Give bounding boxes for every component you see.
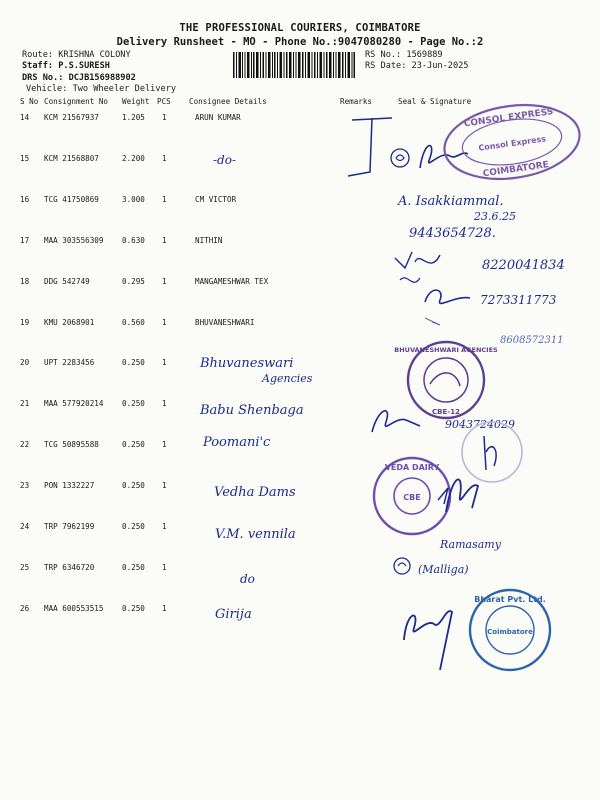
faint-stamp bbox=[462, 422, 522, 482]
row-cell-weight: 2.200 bbox=[122, 154, 145, 163]
row-cell-weight: 3.000 bbox=[122, 195, 145, 204]
row-cell-consignment: MAA 577920214 bbox=[44, 399, 104, 408]
col-pcs: PCS bbox=[157, 97, 171, 106]
company-title: THE PROFESSIONAL COURIERS, COIMBATORE bbox=[179, 22, 421, 34]
stamp-text: COIMBATORE bbox=[482, 160, 550, 180]
row-cell-consignee: NITHIN bbox=[195, 236, 223, 245]
bhuvaneshwari-stamp bbox=[394, 342, 498, 418]
stamp-text: Consol Express bbox=[477, 134, 547, 153]
handwritten-phone: 9043724029 bbox=[445, 418, 515, 431]
signature-row21 bbox=[372, 411, 420, 432]
handwritten-consignee: Vedha Dams bbox=[214, 485, 296, 500]
row-cell-pcs: 1 bbox=[162, 358, 167, 367]
row-cell-sno: 18 bbox=[20, 277, 30, 286]
pen-bracket-mark bbox=[348, 118, 392, 176]
row-cell-weight: 0.250 bbox=[122, 563, 145, 572]
stamp-text: Bharat Pvt. Ltd. bbox=[474, 595, 546, 604]
row-cell-pcs: 1 bbox=[162, 113, 167, 122]
row-cell-pcs: 1 bbox=[162, 604, 167, 613]
row-cell-sno: 14 bbox=[20, 113, 30, 122]
row-cell-sno: 17 bbox=[20, 236, 30, 245]
rs-number: RS No.: 1569889 bbox=[365, 50, 443, 60]
handwritten-ditto: do bbox=[240, 572, 255, 586]
row-cell-pcs: 1 bbox=[162, 399, 167, 408]
handwritten-consignee: Agencies bbox=[262, 372, 313, 385]
bharat-stamp bbox=[470, 590, 550, 670]
signature-row17 bbox=[395, 252, 440, 268]
row-cell-pcs: 1 bbox=[162, 440, 167, 449]
handwritten-consignee: V.M. vennila bbox=[215, 527, 296, 542]
handwritten-phone: 8220041834 bbox=[482, 258, 565, 273]
row-cell-sno: 22 bbox=[20, 440, 30, 449]
handwritten-consignee: Babu Shenbaga bbox=[200, 403, 304, 418]
col-seal-signature: Seal & Signature bbox=[398, 97, 472, 106]
circled-mark bbox=[394, 558, 410, 574]
col-weight: Weight bbox=[122, 97, 150, 106]
row-cell-pcs: 1 bbox=[162, 563, 167, 572]
row-cell-weight: 0.295 bbox=[122, 277, 145, 286]
row-cell-consignment: MAA 600553515 bbox=[44, 604, 104, 613]
rs-date: RS Date: 23-Jun-2025 bbox=[365, 61, 469, 71]
row-cell-weight: 0.250 bbox=[122, 522, 145, 531]
circled-mark bbox=[391, 149, 409, 167]
veda-dairy-stamp bbox=[374, 458, 450, 534]
stamp-text: CBE bbox=[403, 493, 421, 502]
row-cell-weight: 0.560 bbox=[122, 318, 145, 327]
handwritten-consignee: Bhuvaneswari bbox=[200, 356, 294, 371]
row-cell-consignment: KCM 21568807 bbox=[44, 154, 99, 163]
col-consignee: Consignee Details bbox=[189, 97, 267, 106]
row-cell-weight: 0.250 bbox=[122, 440, 145, 449]
row-cell-pcs: 1 bbox=[162, 522, 167, 531]
signature-row18 bbox=[425, 290, 470, 303]
row-cell-sno: 26 bbox=[20, 604, 30, 613]
stamp-text: CONSOL EXPRESS bbox=[463, 107, 554, 130]
row-cell-sno: 16 bbox=[20, 195, 30, 204]
stamp-text: CBE-12 bbox=[432, 408, 460, 416]
row-cell-weight: 0.630 bbox=[122, 236, 145, 245]
row-cell-pcs: 1 bbox=[162, 277, 167, 286]
signature-row22 bbox=[484, 436, 496, 470]
row-cell-consignment: TCG 50895588 bbox=[44, 440, 99, 449]
row-cell-sno: 15 bbox=[20, 154, 30, 163]
staff-label: Staff: P.S.SURESH bbox=[22, 61, 110, 71]
row-cell-pcs: 1 bbox=[162, 154, 167, 163]
handwritten-consignee: Girija bbox=[215, 607, 252, 622]
handwritten-phone: 7273311773 bbox=[480, 293, 557, 307]
row-cell-sno: 19 bbox=[20, 318, 30, 327]
row-cell-consignment: KCM 21567937 bbox=[44, 113, 99, 122]
row-cell-weight: 0.250 bbox=[122, 604, 145, 613]
row-cell-sno: 23 bbox=[20, 481, 30, 490]
row-cell-consignment: DDG 542749 bbox=[44, 277, 90, 286]
row-cell-consignee: ARUN KUMAR bbox=[195, 113, 241, 122]
handwritten-remark: (Malliga) bbox=[418, 563, 469, 576]
row-cell-consignee: CM VICTOR bbox=[195, 195, 237, 204]
route-label: Route: KRISHNA COLONY bbox=[22, 50, 131, 60]
handwritten-date: 23.6.25 bbox=[474, 210, 516, 223]
col-remarks: Remarks bbox=[340, 97, 373, 106]
stamp-text: BHUVANESHWARI AGENCIES bbox=[394, 346, 498, 354]
handwritten-phone: 8608572311 bbox=[500, 335, 564, 346]
row-cell-sno: 21 bbox=[20, 399, 30, 408]
row-cell-consignment: TRP 6346720 bbox=[44, 563, 95, 572]
handwritten-remark: Ramasamy bbox=[440, 538, 501, 551]
row-cell-sno: 25 bbox=[20, 563, 30, 572]
handwritten-phone: 9443654728. bbox=[409, 226, 496, 241]
row-cell-sno: 20 bbox=[20, 358, 30, 367]
row-cell-sno: 24 bbox=[20, 522, 30, 531]
handwritten-receiver-name: A. Isakkiammal. bbox=[398, 194, 504, 209]
row-cell-weight: 0.250 bbox=[122, 399, 145, 408]
row-cell-weight: 1.205 bbox=[122, 113, 145, 122]
handwritten-ditto: -do- bbox=[213, 153, 237, 167]
row-cell-pcs: 1 bbox=[162, 481, 167, 490]
runsheet-subtitle: Delivery Runsheet - MO - Phone No.:9047080280 - Page No.:2 bbox=[116, 36, 484, 48]
row-cell-pcs: 1 bbox=[162, 318, 167, 327]
row-cell-consignment: TCG 41750869 bbox=[44, 195, 99, 204]
row-cell-consignee: MANGAMESHWAR TEX bbox=[195, 277, 269, 286]
stamp-text: VEDA DAIRY bbox=[384, 463, 440, 472]
col-consignment: Consignment No bbox=[44, 97, 109, 106]
stamp-text: Coimbatore bbox=[487, 628, 533, 636]
signature-row19 bbox=[425, 318, 440, 325]
row-cell-consignment: KMU 2068901 bbox=[44, 318, 95, 327]
row-cell-pcs: 1 bbox=[162, 195, 167, 204]
row-cell-consignment: MAA 303556309 bbox=[44, 236, 104, 245]
row-cell-consignment: TRP 7962199 bbox=[44, 522, 95, 531]
col-sno: S No bbox=[20, 97, 39, 106]
row-cell-weight: 0.250 bbox=[122, 358, 145, 367]
consol-express-stamp bbox=[440, 97, 585, 187]
handwritten-consignee: Poomani'c bbox=[203, 435, 271, 450]
row-cell-consignment: PON 1332227 bbox=[44, 481, 95, 490]
row-cell-pcs: 1 bbox=[162, 236, 167, 245]
signature-row26 bbox=[404, 611, 452, 670]
row-cell-consignment: UPT 2283456 bbox=[44, 358, 95, 367]
vehicle-label: Vehicle: Two Wheeler Delivery bbox=[26, 84, 177, 94]
row-cell-weight: 0.250 bbox=[122, 481, 145, 490]
drs-number: DRS No.: DCJB156988902 bbox=[22, 73, 136, 83]
row-cell-consignee: BHUVANESHWARI bbox=[195, 318, 255, 327]
